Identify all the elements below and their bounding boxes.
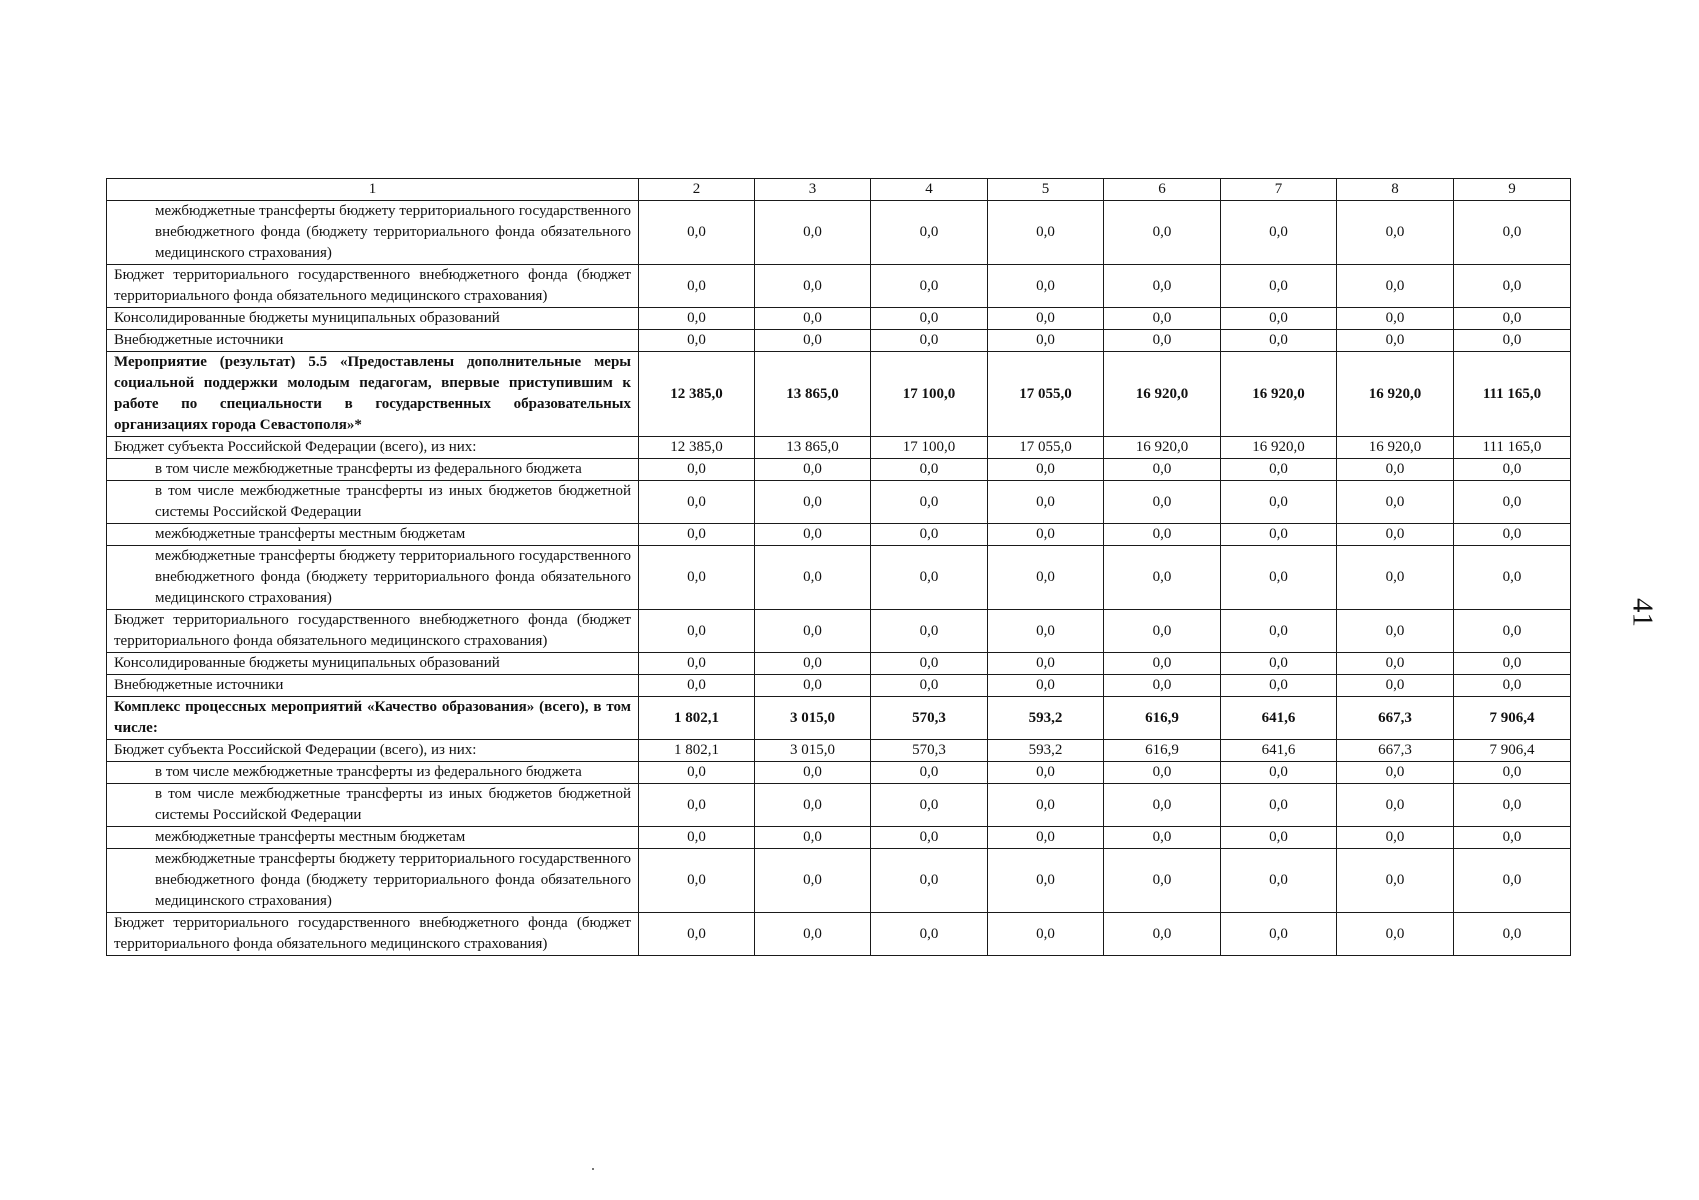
value-cell: 0,0 [1104, 546, 1221, 610]
value-cell: 0,0 [1221, 201, 1337, 265]
value-cell: 0,0 [1221, 827, 1337, 849]
column-number-header: 6 [1104, 179, 1221, 201]
value-cell: 0,0 [1454, 675, 1571, 697]
value-cell: 0,0 [755, 546, 871, 610]
value-cell: 0,0 [1221, 524, 1337, 546]
table-row [107, 740, 1571, 762]
value-cell: 0,0 [1221, 675, 1337, 697]
value-cell: 17 100,0 [871, 352, 988, 437]
row-label: межбюджетные трансферты местным бюджетам [107, 827, 639, 849]
value-cell: 0,0 [1221, 762, 1337, 784]
value-cell: 0,0 [1104, 610, 1221, 653]
value-cell: 0,0 [871, 675, 988, 697]
value-cell: 0,0 [755, 762, 871, 784]
value-cell: 0,0 [755, 459, 871, 481]
value-cell: 0,0 [1337, 827, 1454, 849]
header-row [107, 179, 1571, 201]
value-cell: 0,0 [1454, 265, 1571, 308]
column-number-header: 4 [871, 179, 988, 201]
table-row [107, 762, 1571, 784]
table-row [107, 653, 1571, 675]
value-cell: 0,0 [988, 201, 1104, 265]
table-row [107, 352, 1571, 437]
value-cell: 0,0 [1337, 546, 1454, 610]
row-label: межбюджетные трансферты бюджету территориального государственного внебюджетного фонда (бюджету территориального фонда обязательного медицинского страхования) [107, 546, 639, 610]
value-cell: 0,0 [1221, 330, 1337, 352]
value-cell: 111 165,0 [1454, 352, 1571, 437]
value-cell: 0,0 [755, 265, 871, 308]
value-cell: 0,0 [1454, 201, 1571, 265]
row-label: межбюджетные трансферты местным бюджетам [107, 524, 639, 546]
value-cell: 0,0 [871, 201, 988, 265]
value-cell: 593,2 [988, 697, 1104, 740]
value-cell: 0,0 [639, 265, 755, 308]
value-cell: 0,0 [755, 610, 871, 653]
row-label: межбюджетные трансферты бюджету территориального государственного внебюджетного фонда (бюджету территориального фонда обязательного медицинского страхования) [107, 849, 639, 913]
value-cell: 16 920,0 [1337, 352, 1454, 437]
value-cell: 0,0 [755, 330, 871, 352]
value-cell: 616,9 [1104, 740, 1221, 762]
row-label: Консолидированные бюджеты муниципальных образований [107, 308, 639, 330]
value-cell: 0,0 [1337, 675, 1454, 697]
value-cell: 0,0 [755, 675, 871, 697]
value-cell: 0,0 [988, 546, 1104, 610]
value-cell: 0,0 [1454, 653, 1571, 675]
value-cell: 0,0 [988, 524, 1104, 546]
value-cell: 0,0 [639, 849, 755, 913]
value-cell: 16 920,0 [1221, 437, 1337, 459]
value-cell: 3 015,0 [755, 697, 871, 740]
value-cell: 0,0 [639, 459, 755, 481]
value-cell: 0,0 [1454, 481, 1571, 524]
row-label: межбюджетные трансферты бюджету территориального государственного внебюджетного фонда (бюджету территориального фонда обязательного медицинского страхования) [107, 201, 639, 265]
value-cell: 0,0 [1104, 762, 1221, 784]
value-cell: 0,0 [988, 481, 1104, 524]
value-cell: 0,0 [1454, 459, 1571, 481]
table-row [107, 849, 1571, 913]
value-cell: 0,0 [1104, 784, 1221, 827]
value-cell: 0,0 [1104, 308, 1221, 330]
row-label: Бюджет территориального государственного внебюджетного фонда (бюджет территориального фонда обязательного медицинского страхования) [107, 913, 639, 956]
value-cell: 0,0 [1104, 481, 1221, 524]
table-row [107, 784, 1571, 827]
value-cell: 0,0 [1221, 481, 1337, 524]
row-label: в том числе межбюджетные трансферты из федерального бюджета [107, 459, 639, 481]
value-cell: 0,0 [1337, 524, 1454, 546]
value-cell: 0,0 [755, 849, 871, 913]
value-cell: 570,3 [871, 697, 988, 740]
row-label: Бюджет территориального государственного внебюджетного фонда (бюджет территориального фонда обязательного медицинского страхования) [107, 265, 639, 308]
value-cell: 0,0 [1337, 459, 1454, 481]
value-cell: 0,0 [871, 481, 988, 524]
table-row [107, 524, 1571, 546]
value-cell: 0,0 [988, 675, 1104, 697]
value-cell: 7 906,4 [1454, 697, 1571, 740]
value-cell: 0,0 [639, 201, 755, 265]
value-cell: 0,0 [755, 308, 871, 330]
table-body [107, 179, 1571, 956]
row-label: Внебюджетные источники [107, 330, 639, 352]
row-label: в том числе межбюджетные трансферты из иных бюджетов бюджетной системы Российской Федерации [107, 481, 639, 524]
table-row [107, 459, 1571, 481]
table-row [107, 330, 1571, 352]
value-cell: 0,0 [1104, 524, 1221, 546]
value-cell: 0,0 [988, 827, 1104, 849]
scan-speck [592, 1168, 594, 1170]
value-cell: 0,0 [988, 653, 1104, 675]
value-cell: 0,0 [1337, 265, 1454, 308]
row-label: Бюджет субъекта Российской Федерации (всего), из них: [107, 437, 639, 459]
value-cell: 0,0 [1454, 913, 1571, 956]
table-row [107, 913, 1571, 956]
value-cell: 0,0 [988, 265, 1104, 308]
value-cell: 0,0 [639, 827, 755, 849]
value-cell: 3 015,0 [755, 740, 871, 762]
value-cell: 0,0 [1104, 201, 1221, 265]
value-cell: 0,0 [755, 784, 871, 827]
value-cell: 0,0 [1104, 913, 1221, 956]
value-cell: 0,0 [639, 308, 755, 330]
table-row [107, 481, 1571, 524]
column-number-header: 8 [1337, 179, 1454, 201]
value-cell: 0,0 [1454, 784, 1571, 827]
table-row [107, 697, 1571, 740]
value-cell: 0,0 [755, 481, 871, 524]
value-cell: 0,0 [1221, 653, 1337, 675]
value-cell: 0,0 [871, 653, 988, 675]
value-cell: 0,0 [988, 330, 1104, 352]
value-cell: 0,0 [755, 524, 871, 546]
value-cell: 12 385,0 [639, 437, 755, 459]
value-cell: 0,0 [755, 653, 871, 675]
value-cell: 0,0 [639, 784, 755, 827]
value-cell: 1 802,1 [639, 740, 755, 762]
value-cell: 0,0 [755, 201, 871, 265]
value-cell: 0,0 [1337, 653, 1454, 675]
value-cell: 0,0 [639, 653, 755, 675]
value-cell: 0,0 [639, 524, 755, 546]
value-cell: 0,0 [871, 827, 988, 849]
row-label: Комплекс процессных мероприятий «Качество образования» (всего), в том числе: [107, 697, 639, 740]
table-row [107, 437, 1571, 459]
value-cell: 570,3 [871, 740, 988, 762]
value-cell: 0,0 [871, 524, 988, 546]
column-number-header: 7 [1221, 179, 1337, 201]
value-cell: 0,0 [1454, 849, 1571, 913]
value-cell: 13 865,0 [755, 352, 871, 437]
value-cell: 0,0 [639, 330, 755, 352]
value-cell: 0,0 [639, 913, 755, 956]
value-cell: 0,0 [871, 546, 988, 610]
row-label: Консолидированные бюджеты муниципальных образований [107, 653, 639, 675]
value-cell: 0,0 [1221, 849, 1337, 913]
value-cell: 0,0 [1454, 762, 1571, 784]
value-cell: 641,6 [1221, 697, 1337, 740]
column-number-header: 1 [107, 179, 639, 201]
value-cell: 0,0 [871, 849, 988, 913]
value-cell: 667,3 [1337, 740, 1454, 762]
value-cell: 16 920,0 [1337, 437, 1454, 459]
value-cell: 0,0 [1454, 610, 1571, 653]
page-number: 41 [1626, 598, 1659, 627]
value-cell: 0,0 [1337, 784, 1454, 827]
value-cell: 0,0 [1221, 459, 1337, 481]
value-cell: 0,0 [871, 913, 988, 956]
value-cell: 0,0 [1454, 546, 1571, 610]
row-label: в том числе межбюджетные трансферты из федерального бюджета [107, 762, 639, 784]
column-number-header: 2 [639, 179, 755, 201]
value-cell: 667,3 [1337, 697, 1454, 740]
value-cell: 0,0 [871, 308, 988, 330]
value-cell: 0,0 [871, 762, 988, 784]
value-cell: 0,0 [1221, 610, 1337, 653]
value-cell: 0,0 [1337, 913, 1454, 956]
value-cell: 0,0 [988, 849, 1104, 913]
column-number-header: 9 [1454, 179, 1571, 201]
value-cell: 0,0 [871, 265, 988, 308]
value-cell: 0,0 [988, 913, 1104, 956]
value-cell: 0,0 [755, 827, 871, 849]
value-cell: 12 385,0 [639, 352, 755, 437]
value-cell: 16 920,0 [1221, 352, 1337, 437]
value-cell: 0,0 [1337, 849, 1454, 913]
value-cell: 0,0 [1104, 459, 1221, 481]
value-cell: 0,0 [639, 546, 755, 610]
value-cell: 0,0 [1454, 524, 1571, 546]
value-cell: 17 100,0 [871, 437, 988, 459]
value-cell: 0,0 [1221, 308, 1337, 330]
value-cell: 0,0 [1337, 762, 1454, 784]
value-cell: 0,0 [871, 784, 988, 827]
value-cell: 0,0 [639, 610, 755, 653]
value-cell: 0,0 [871, 610, 988, 653]
value-cell: 0,0 [1337, 308, 1454, 330]
value-cell: 0,0 [1221, 546, 1337, 610]
value-cell: 616,9 [1104, 697, 1221, 740]
table-row [107, 827, 1571, 849]
value-cell: 0,0 [755, 913, 871, 956]
value-cell: 7 906,4 [1454, 740, 1571, 762]
value-cell: 0,0 [988, 308, 1104, 330]
value-cell: 16 920,0 [1104, 437, 1221, 459]
row-label: Бюджет субъекта Российской Федерации (всего), из них: [107, 740, 639, 762]
value-cell: 0,0 [1104, 330, 1221, 352]
value-cell: 16 920,0 [1104, 352, 1221, 437]
value-cell: 0,0 [1337, 201, 1454, 265]
value-cell: 0,0 [1337, 610, 1454, 653]
value-cell: 0,0 [988, 459, 1104, 481]
column-number-header: 3 [755, 179, 871, 201]
table-row [107, 201, 1571, 265]
value-cell: 0,0 [988, 610, 1104, 653]
row-label: Мероприятие (результат) 5.5 «Предоставлены дополнительные меры социальной поддержки молодым педагогам, впервые приступившим к работе по специальности в государственных образовательных организациях города Севастополя»* [107, 352, 639, 437]
value-cell: 0,0 [1104, 653, 1221, 675]
value-cell: 0,0 [1221, 784, 1337, 827]
row-label: в том числе межбюджетные трансферты из иных бюджетов бюджетной системы Российской Федерации [107, 784, 639, 827]
value-cell: 111 165,0 [1454, 437, 1571, 459]
row-label: Бюджет территориального государственного внебюджетного фонда (бюджет территориального фонда обязательного медицинского страхования) [107, 610, 639, 653]
value-cell: 1 802,1 [639, 697, 755, 740]
value-cell: 0,0 [1221, 265, 1337, 308]
table-row [107, 546, 1571, 610]
value-cell: 0,0 [1454, 330, 1571, 352]
table-row [107, 308, 1571, 330]
value-cell: 0,0 [1104, 265, 1221, 308]
value-cell: 0,0 [1221, 913, 1337, 956]
value-cell: 0,0 [1104, 827, 1221, 849]
budget-table [106, 178, 1571, 956]
value-cell: 13 865,0 [755, 437, 871, 459]
value-cell: 0,0 [639, 762, 755, 784]
value-cell: 0,0 [1337, 481, 1454, 524]
column-number-header: 5 [988, 179, 1104, 201]
value-cell: 0,0 [988, 784, 1104, 827]
value-cell: 0,0 [1337, 330, 1454, 352]
table-row [107, 675, 1571, 697]
table-row [107, 610, 1571, 653]
row-label: Внебюджетные источники [107, 675, 639, 697]
value-cell: 17 055,0 [988, 437, 1104, 459]
value-cell: 17 055,0 [988, 352, 1104, 437]
value-cell: 0,0 [1454, 308, 1571, 330]
value-cell: 0,0 [1104, 675, 1221, 697]
value-cell: 593,2 [988, 740, 1104, 762]
value-cell: 0,0 [988, 762, 1104, 784]
value-cell: 0,0 [639, 481, 755, 524]
value-cell: 0,0 [1454, 827, 1571, 849]
value-cell: 641,6 [1221, 740, 1337, 762]
value-cell: 0,0 [871, 330, 988, 352]
value-cell: 0,0 [639, 675, 755, 697]
value-cell: 0,0 [1104, 849, 1221, 913]
value-cell: 0,0 [871, 459, 988, 481]
table-row [107, 265, 1571, 308]
